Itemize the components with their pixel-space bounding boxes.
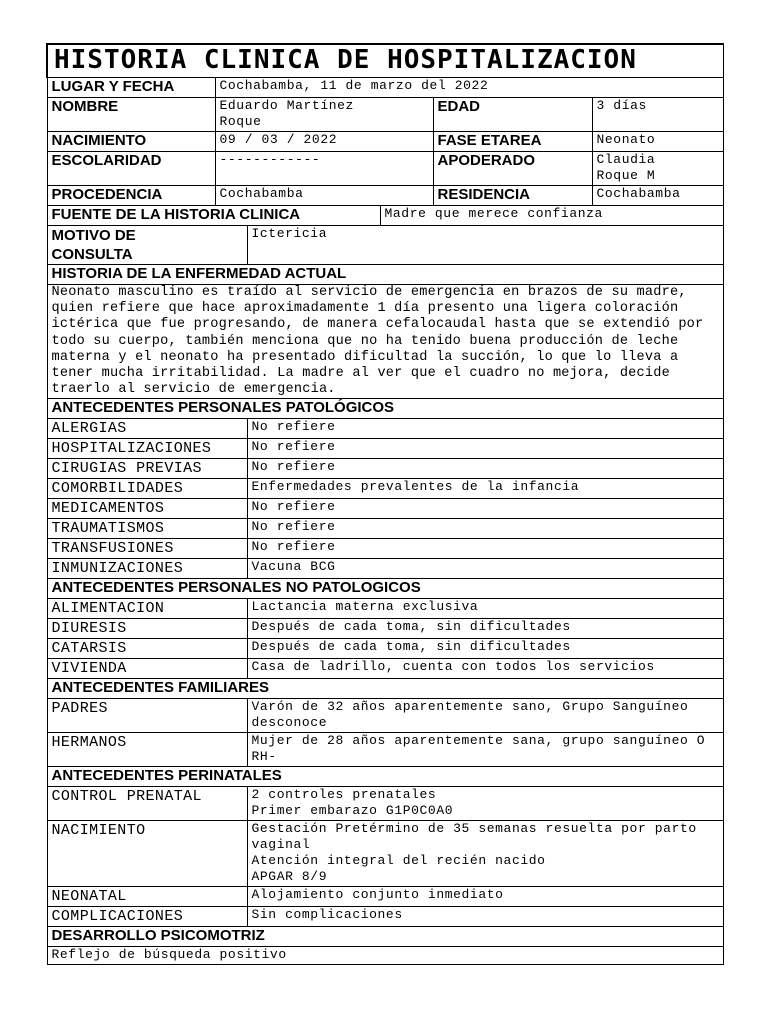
motivo-consulta-value: Ictericia [247,226,723,265]
nacimiento-value: 09 / 03 / 2022 [215,132,433,152]
app-row-value: Vacuna BCG [247,559,723,579]
nacimiento-label: NACIMIENTO [47,132,215,152]
apnp-heading: ANTECEDENTES PERSONALES NO PATOLOGICOS [47,579,723,599]
app-row-value: No refiere [247,539,723,559]
app-row-value: No refiere [247,419,723,439]
dpm-heading: DESARROLLO PSICOMOTRIZ [47,927,723,947]
apnp-row-label: CATARSIS [47,639,247,659]
clinical-history-form [46,43,724,965]
af-row-value: Varón de 32 años aparentemente sano, Grupo Sanguíneo desconoce [247,699,723,733]
procedencia-value: Cochabamba [215,186,433,206]
app-row-label: TRANSFUSIONES [47,539,247,559]
apnp-row-label: DIURESIS [47,619,247,639]
apoderado-value: Claudia Roque M [592,152,723,186]
procedencia-label: PROCEDENCIA [47,186,215,206]
fuente-historia-label: FUENTE DE LA HISTORIA CLINICA [47,206,380,226]
escolaridad-label: ESCOLARIDAD [47,152,215,186]
apnp-row-value: Casa de ladrillo, cuenta con todos los servicios [247,659,723,679]
af-row-value: Mujer de 28 años aparentemente sana, grupo sanguíneo O RH- [247,733,723,767]
app-row-label: ALERGIAS [47,419,247,439]
aperi-row-label: COMPLICACIONES [47,907,247,927]
aperi-row-value [247,787,723,821]
aperi-line: 2 controles prenatales [251,787,437,803]
aperi-row-label: NACIMIENTO [47,821,247,887]
residencia-label: RESIDENCIA [433,186,592,206]
aperi-row-value [247,887,723,907]
dpm-text: Reflejo de búsqueda positivo [47,947,723,965]
app-row-label: CIRUGIAS PREVIAS [47,459,247,479]
app-row-value: No refiere [247,499,723,519]
aperi-row-label: CONTROL PRENATAL [47,787,247,821]
af-row-label: PADRES [47,699,247,733]
escolaridad-value: ------------ [215,152,433,186]
page-title: HISTORIA CLINICA DE HOSPITALIZACION [47,44,723,78]
edad-label: EDAD [433,98,592,132]
edad-value: 3 días [592,98,723,132]
app-row-label: HOSPITALIZACIONES [47,439,247,459]
nombre-label: NOMBRE [47,98,215,132]
app-row-value: Enfermedades prevalentes de la infancia [247,479,723,499]
motivo-consulta-label: MOTIVO DE CONSULTA [47,226,247,265]
lugar-fecha-label: LUGAR Y FECHA [47,78,215,98]
fase-etarea-label: FASE ETAREA [433,132,592,152]
app-heading: ANTECEDENTES PERSONALES PATOLÓGICOS [47,399,723,419]
aperi-row-value [247,821,723,887]
aperi-line: Atención integral del recién nacido [251,853,546,869]
app-row-label: COMORBILIDADES [47,479,247,499]
aperi-line: Sin complicaciones [251,907,403,923]
hea-heading: HISTORIA DE LA ENFERMEDAD ACTUAL [47,265,723,285]
app-row-value: No refiere [247,459,723,479]
apnp-row-value: Después de cada toma, sin dificultades [247,619,723,639]
nombre-value: Eduardo Martínez Roque [215,98,433,132]
aperi-row-label: NEONATAL [47,887,247,907]
aperi-row-value [247,907,723,927]
aperi-line: Gestación Pretérmino de 35 semanas resuelta por parto vaginal [251,821,697,853]
lugar-fecha-value: Cochabamba, 11 de marzo del 2022 [215,78,723,98]
residencia-value: Cochabamba [592,186,723,206]
af-row-label: HERMANOS [47,733,247,767]
aperi-heading: ANTECEDENTES PERINATALES [47,767,723,787]
aperi-line: APGAR 8/9 [251,869,328,885]
apnp-row-label: VIVIENDA [47,659,247,679]
app-row-value: No refiere [247,519,723,539]
fuente-historia-value: Madre que merece confianza [380,206,723,226]
fase-etarea-value: Neonato [592,132,723,152]
af-heading: ANTECEDENTES FAMILIARES [47,679,723,699]
hea-text: Neonato masculino es traído al servicio de emergencia en brazos de su madre, quien refiere que hace aproximadamente 1 día presento una ligera coloración ictérica que fue progresando, de manera cefalocaudal hasta que se extendió por todo su cuerpo, también menciona que no ha tenido buena producción de leche materna y el neonato ha presentado dificultad la succión, lo que lo lleva a tener mucha irritabilidad. La madre al ver que el cuadro no mejora, decide traerlo al servicio de emergencia. [47,285,723,399]
app-row-label: TRAUMATISMOS [47,519,247,539]
apoderado-label: APODERADO [433,152,592,186]
aperi-line: Alojamiento conjunto inmediato [251,887,504,903]
apnp-row-value: Después de cada toma, sin dificultades [247,639,723,659]
apnp-row-value: Lactancia materna exclusiva [247,599,723,619]
app-row-label: MEDICAMENTOS [47,499,247,519]
aperi-line: Primer embarazo G1P0C0A0 [251,803,454,819]
app-row-value: No refiere [247,439,723,459]
app-row-label: INMUNIZACIONES [47,559,247,579]
apnp-row-label: ALIMENTACION [47,599,247,619]
